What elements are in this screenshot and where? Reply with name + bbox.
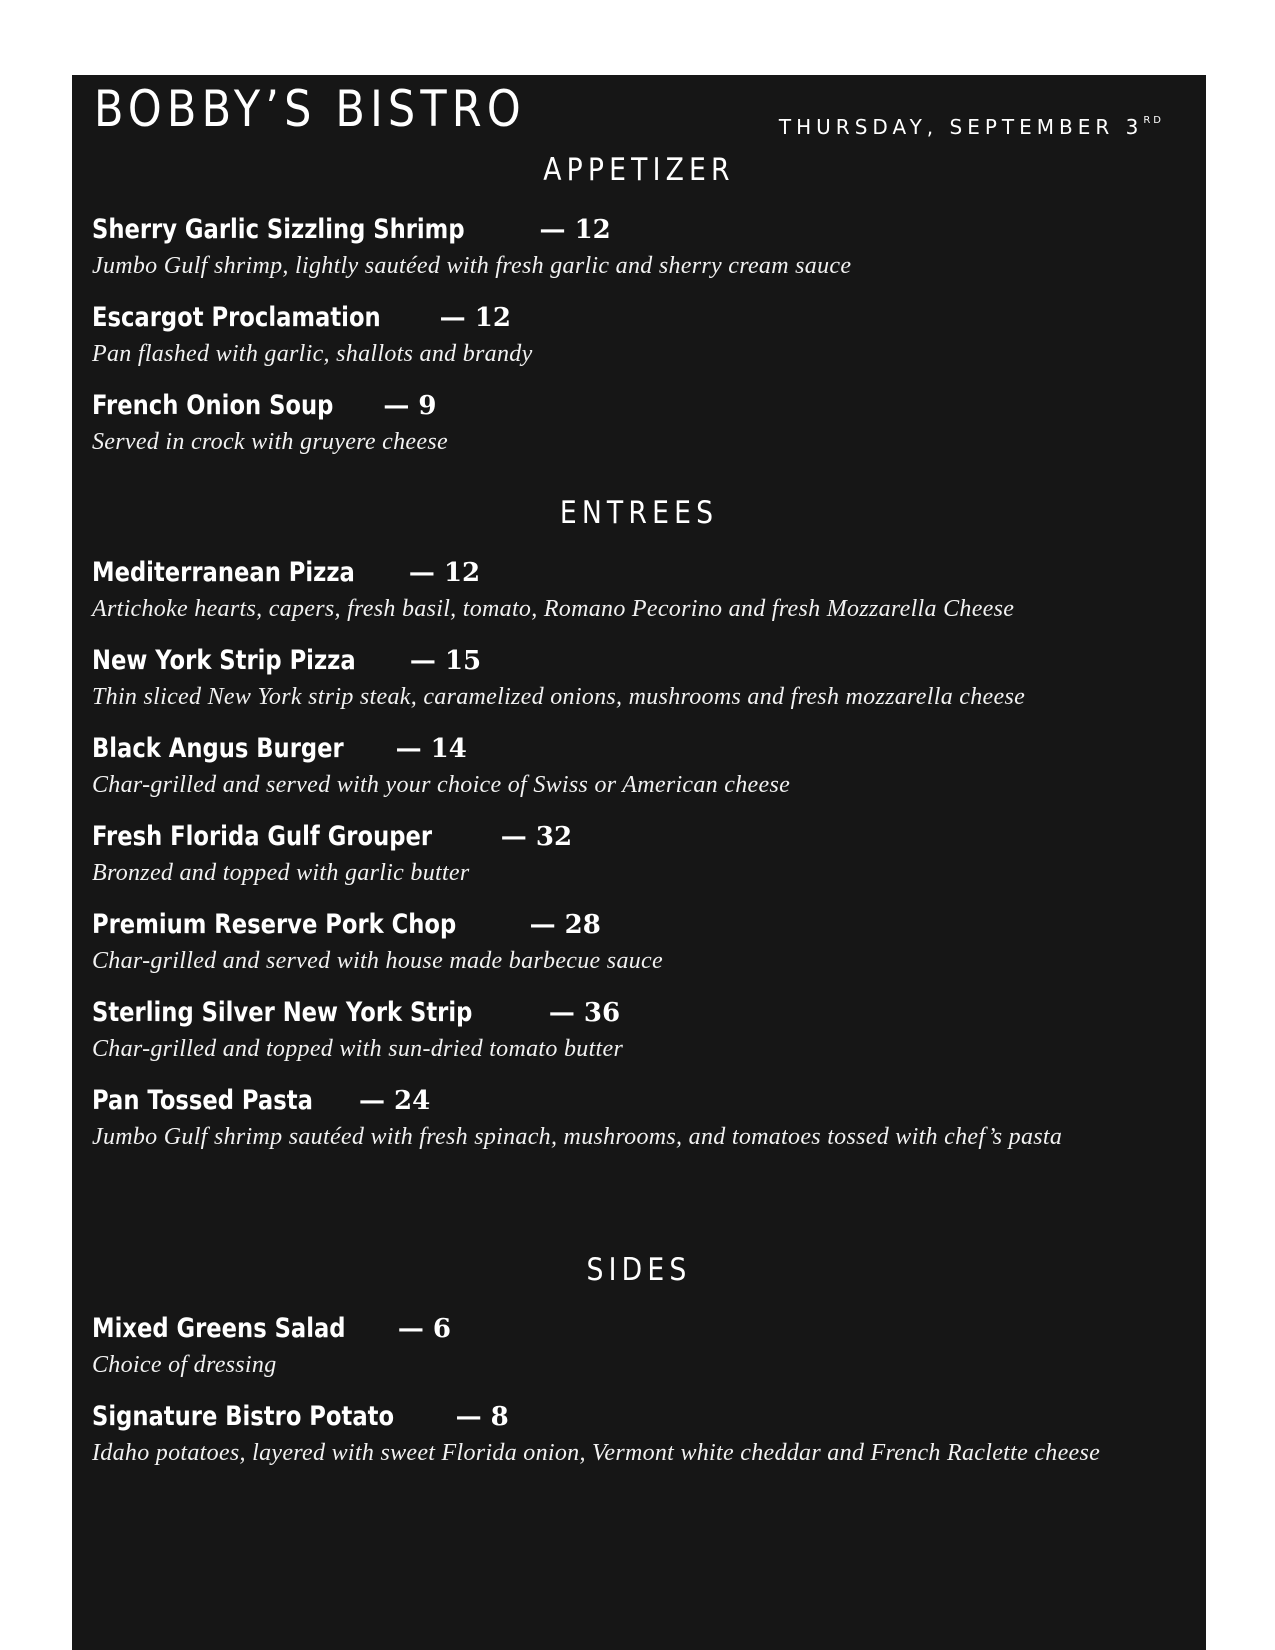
menu-item <box>92 819 1202 889</box>
menu-item-name: Sherry Garlic Sizzling Shrimp <box>92 214 465 245</box>
menu-item <box>92 907 1202 977</box>
menu-item-name: Black Angus Burger <box>92 733 344 764</box>
menu-item-name: Mixed Greens Salad <box>92 1313 346 1344</box>
menu-item-description: Char-grilled and served with house made barbecue sauce <box>92 948 663 974</box>
menu-item-price: — 32 <box>500 822 573 852</box>
menu-item-description: Jumbo Gulf shrimp, lightly sautéed with fresh garlic and sherry cream sauce <box>92 253 852 279</box>
menu-item-price: — 6 <box>397 1314 451 1344</box>
menu-item-description: Served in crock with gruyere cheese <box>92 429 448 455</box>
menu-item-name: Mediterranean Pizza <box>92 557 355 588</box>
section-title-entrees: ENTREES <box>559 495 719 531</box>
menu-item-price: — 8 <box>455 1402 509 1432</box>
menu-item-description: Thin sliced New York strip steak, caramelized onions, mushrooms and fresh mozzarella cheese <box>92 684 1026 710</box>
menu-item <box>92 1311 1202 1381</box>
menu-item-name: Pan Tossed Pasta <box>92 1085 313 1116</box>
menu-item <box>92 388 1202 458</box>
menu-item-name: Escargot Proclamation <box>92 302 381 333</box>
menu-item <box>92 1399 1202 1469</box>
menu-item-price: — 15 <box>409 646 482 676</box>
menu-item-description: Idaho potatoes, layered with sweet Florida onion, Vermont white cheddar and French Raclette cheese <box>92 1440 1101 1466</box>
menu-item-name: Fresh Florida Gulf Grouper <box>92 821 433 852</box>
menu-item-description: Bronzed and topped with garlic butter <box>92 860 470 886</box>
menu-item-price: — 28 <box>529 910 601 940</box>
section-title-sides: SIDES <box>586 1252 692 1288</box>
menu-item-name: French Onion Soup <box>92 390 334 421</box>
menu-item-name: New York Strip Pizza <box>92 645 356 676</box>
menu-item <box>92 300 1202 370</box>
menu-item <box>92 643 1202 713</box>
restaurant-name: BOBBY’S BISTRO <box>94 80 526 138</box>
menu-item-description: Choice of dressing <box>92 1352 277 1378</box>
menu-item-price: — 12 <box>408 558 481 588</box>
menu-item-price: — 36 <box>548 998 621 1028</box>
menu-item-price: — 14 <box>395 734 467 764</box>
menu-item <box>92 555 1202 625</box>
menu-date-text: THURSDAY, SEPTEMBER 3 <box>778 115 1144 139</box>
menu-item <box>92 1083 1202 1153</box>
menu-item-name: Sterling Silver New York Strip <box>92 997 473 1028</box>
menu-item-description: Char-grilled and topped with sun-dried tomato butter <box>92 1036 624 1062</box>
menu-panel <box>72 75 1206 1650</box>
menu-item-description: Jumbo Gulf shrimp sautéed with fresh spinach, mushrooms, and tomatoes tossed with chef’s pasta <box>92 1124 1063 1150</box>
menu-item-price: — 9 <box>383 391 437 421</box>
menu-item <box>92 995 1202 1065</box>
section-title-appetizer: APPETIZER <box>543 152 735 188</box>
menu-item <box>92 212 1202 282</box>
menu-date-suffix: RD <box>1143 115 1164 126</box>
menu-item-name: Signature Bistro Potato <box>92 1401 395 1432</box>
menu-item-price: — 12 <box>439 303 511 333</box>
menu-item <box>92 731 1202 801</box>
menu-item-name: Premium Reserve Pork Chop <box>92 909 457 940</box>
menu-date <box>779 109 1164 139</box>
menu-item-description: Pan flashed with garlic, shallots and brandy <box>92 341 533 367</box>
menu-item-description: Char-grilled and served with your choice of Swiss or American cheese <box>92 772 791 798</box>
menu-item-description: Artichoke hearts, capers, fresh basil, tomato, Romano Pecorino and fresh Mozzarella Cheese <box>92 596 1015 622</box>
menu-item-price: — 12 <box>539 215 611 245</box>
menu-item-price: — 24 <box>358 1086 431 1116</box>
